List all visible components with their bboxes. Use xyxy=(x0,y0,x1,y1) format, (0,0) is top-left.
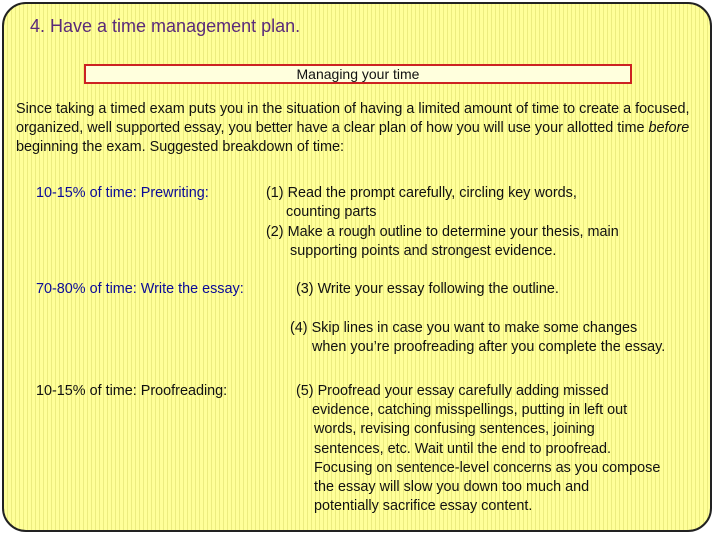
step5-line: the essay will slow you down too much and xyxy=(314,479,590,495)
step4-line1: (4) Skip lines in case you want to make some changes xyxy=(290,320,638,336)
step5-line: words, revising confusing sentences, joining xyxy=(314,421,595,437)
step5-line: evidence, catching misspellings, putting in left out xyxy=(312,402,628,418)
section-heading: Managing your time xyxy=(296,66,420,82)
step2-line1: (2) Make a rough outline to determine your thesis, main xyxy=(266,224,619,240)
prewriting-label: 10-15% of time: Prewriting: xyxy=(36,185,209,201)
proofreading-label: 10-15% of time: Proofreading: xyxy=(36,383,228,399)
step5-line: potentially sacrifice essay content. xyxy=(314,498,533,514)
step2-line2: supporting points and strongest evidence. xyxy=(290,243,557,259)
section-heading-box xyxy=(84,64,632,84)
step5-line: sentences, etc. Wait until the end to proofread. xyxy=(314,441,612,457)
intro-emphasis: before xyxy=(648,120,690,136)
intro-part2: beginning the exam. Suggested breakdown of time: xyxy=(16,139,344,155)
step1-line1: (1) Read the prompt carefully, circling key words, xyxy=(266,185,577,201)
slide-title: 4. Have a time management plan. xyxy=(30,16,301,36)
writing-label: 70-80% of time: Write the essay: xyxy=(36,281,244,297)
step5-line: Focusing on sentence-level concerns as you compose xyxy=(314,460,661,476)
step5-line: (5) Proofread your essay carefully adding missed xyxy=(296,383,609,399)
intro-part1: Since taking a timed exam puts you in the situation of having a limited amount of time to create a focused, organized, well supported essay, you better have a clear plan of how you will use your allotted time xyxy=(16,101,690,136)
step3: (3) Write your essay following the outline. xyxy=(296,281,559,297)
step4-line2: when you’re proofreading after you complete the essay. xyxy=(312,339,666,355)
intro-paragraph xyxy=(16,100,706,157)
step1-line2: counting parts xyxy=(286,204,377,220)
